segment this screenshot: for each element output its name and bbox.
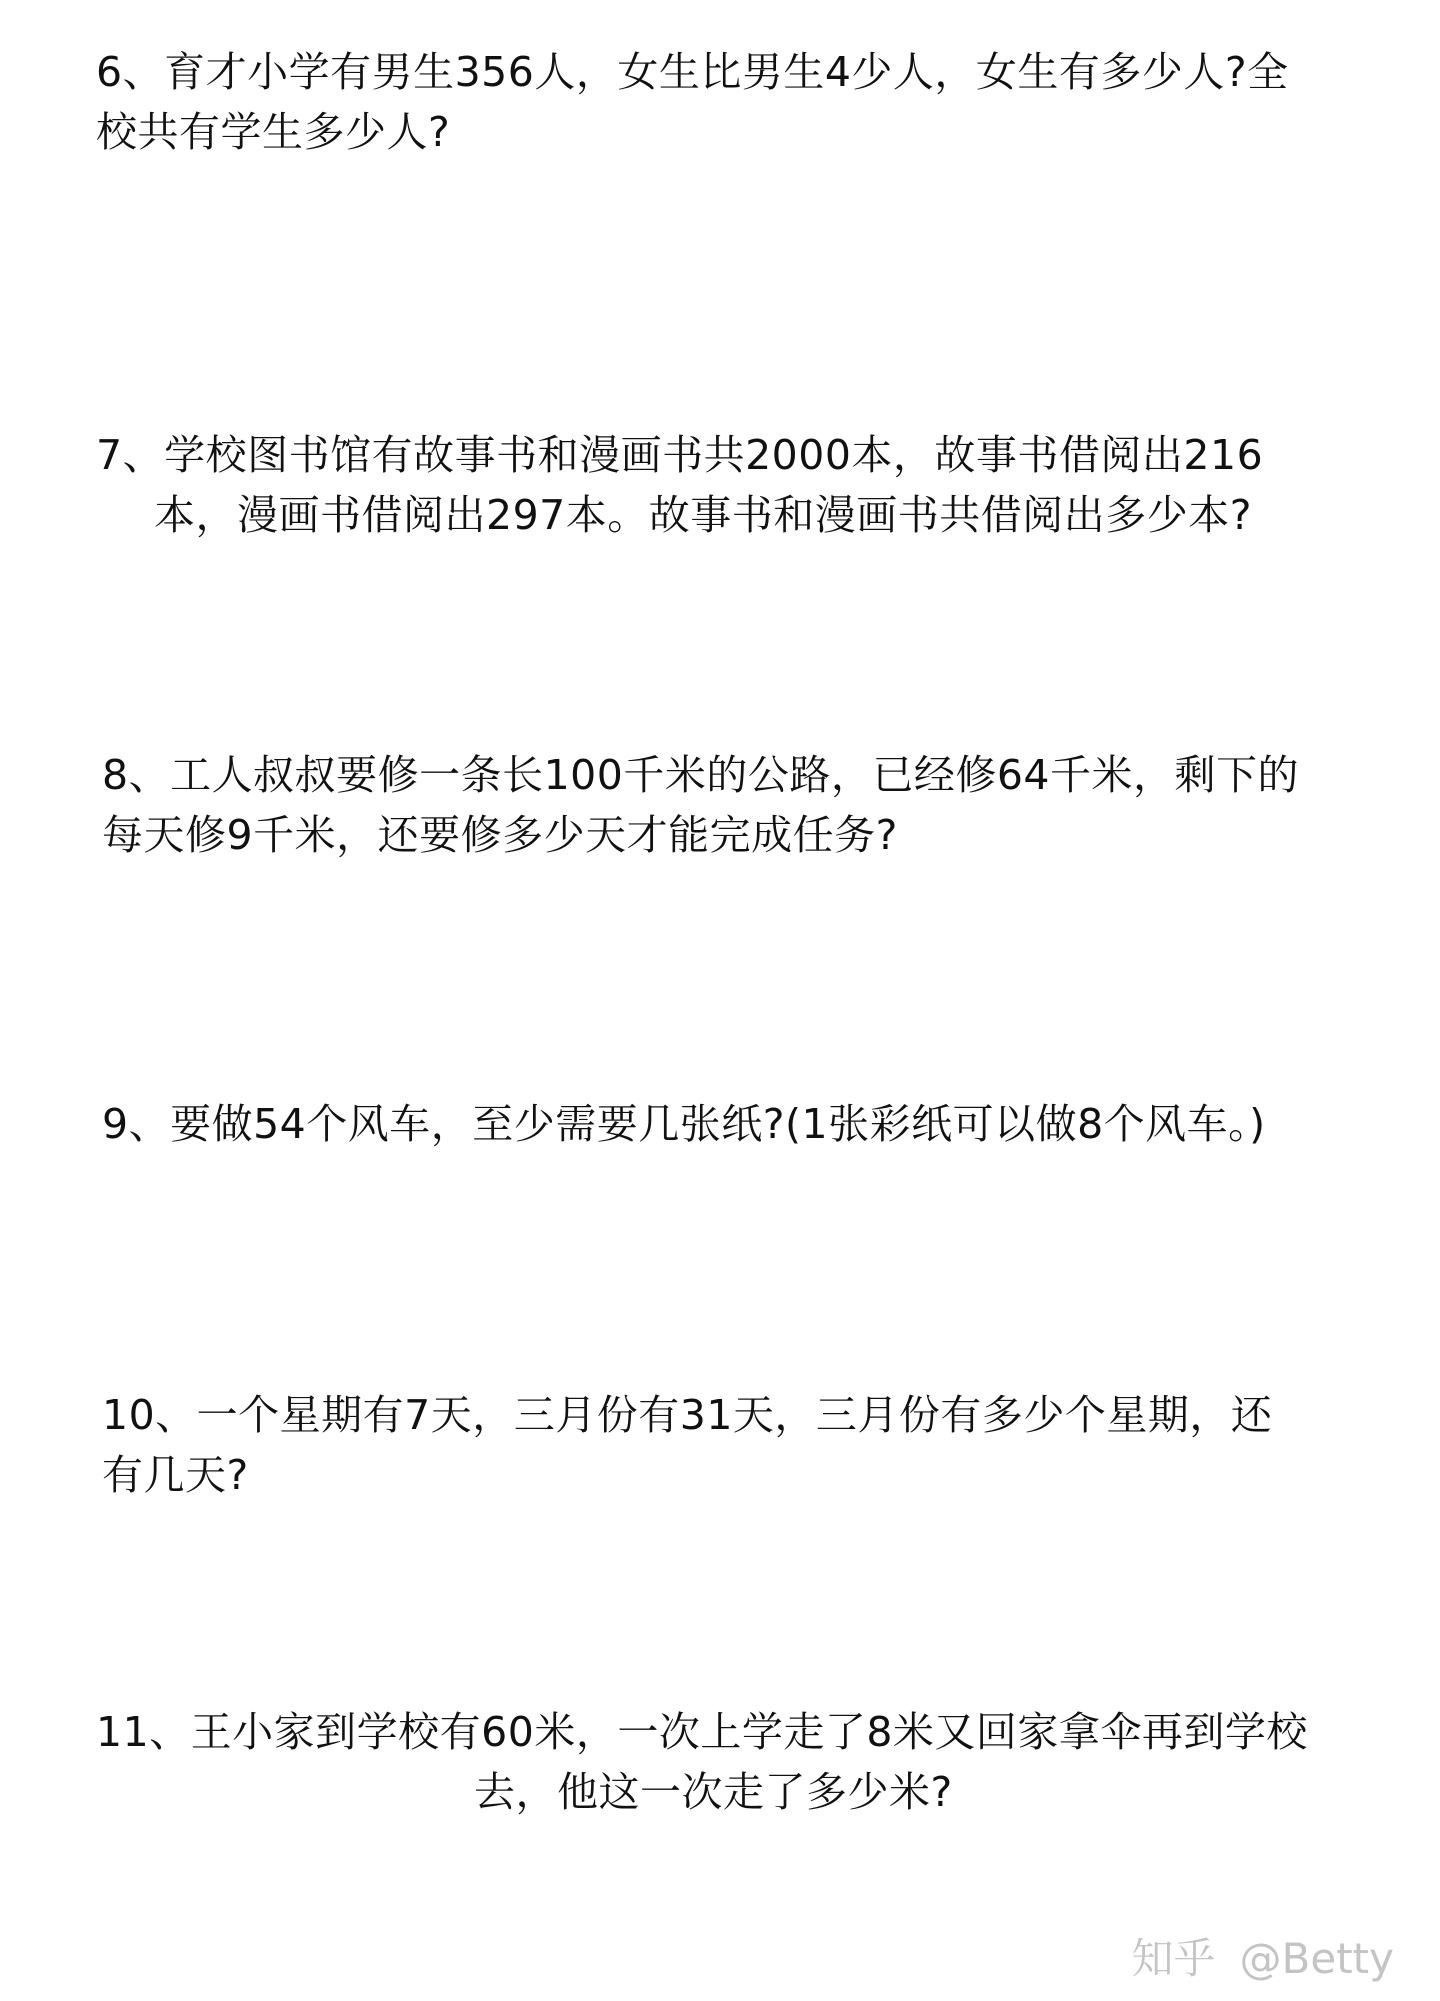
problem-7-line-1: 7、学校图书馆有故事书和漫画书共2000本，故事书借阅出216 (96, 431, 1264, 479)
problem-7-line-2: 本，漫画书借阅出297本。故事书和漫画书共借阅出多少本? (154, 491, 1253, 539)
word-problem-9 (102, 1094, 1266, 1154)
zhihu-watermark (1132, 1934, 1394, 1984)
problem-8-line-2: 每天修9千米，还要修多少天才能完成任务? (102, 811, 898, 859)
word-problem-7 (96, 425, 1263, 545)
problem-6-line-2: 校共有学生多少人? (96, 108, 451, 156)
problem-11-line-1: 11、王小家到学校有60米，一次上学走了8米又回家拿伞再到学校 (96, 1708, 1308, 1756)
problem-11-line-2: 去，他这一次走了多少米? (474, 1768, 953, 1816)
watermark-author: @Betty (1239, 1934, 1394, 1983)
problem-9-line-1: 9、要做54个风车，至少需要几张纸?(1张彩纸可以做8个风车。) (102, 1100, 1266, 1148)
word-problem-8 (102, 745, 1299, 865)
problem-10-line-2: 有几天? (102, 1451, 249, 1499)
word-problem-6 (96, 42, 1289, 162)
problem-10-line-1: 10、一个星期有7天，三月份有31天，三月份有多少个星期，还 (102, 1391, 1273, 1439)
problem-8-line-1: 8、工人叔叔要修一条长100千米的公路，已经修64千米，剩下的 (102, 751, 1300, 799)
word-problem-10 (102, 1385, 1272, 1505)
word-problem-11 (96, 1702, 1308, 1822)
problem-6-line-1: 6、育才小学有男生356人，女生比男生4少人，女生有多少人?全 (96, 48, 1289, 96)
watermark-site: 知乎 (1131, 1934, 1216, 1983)
